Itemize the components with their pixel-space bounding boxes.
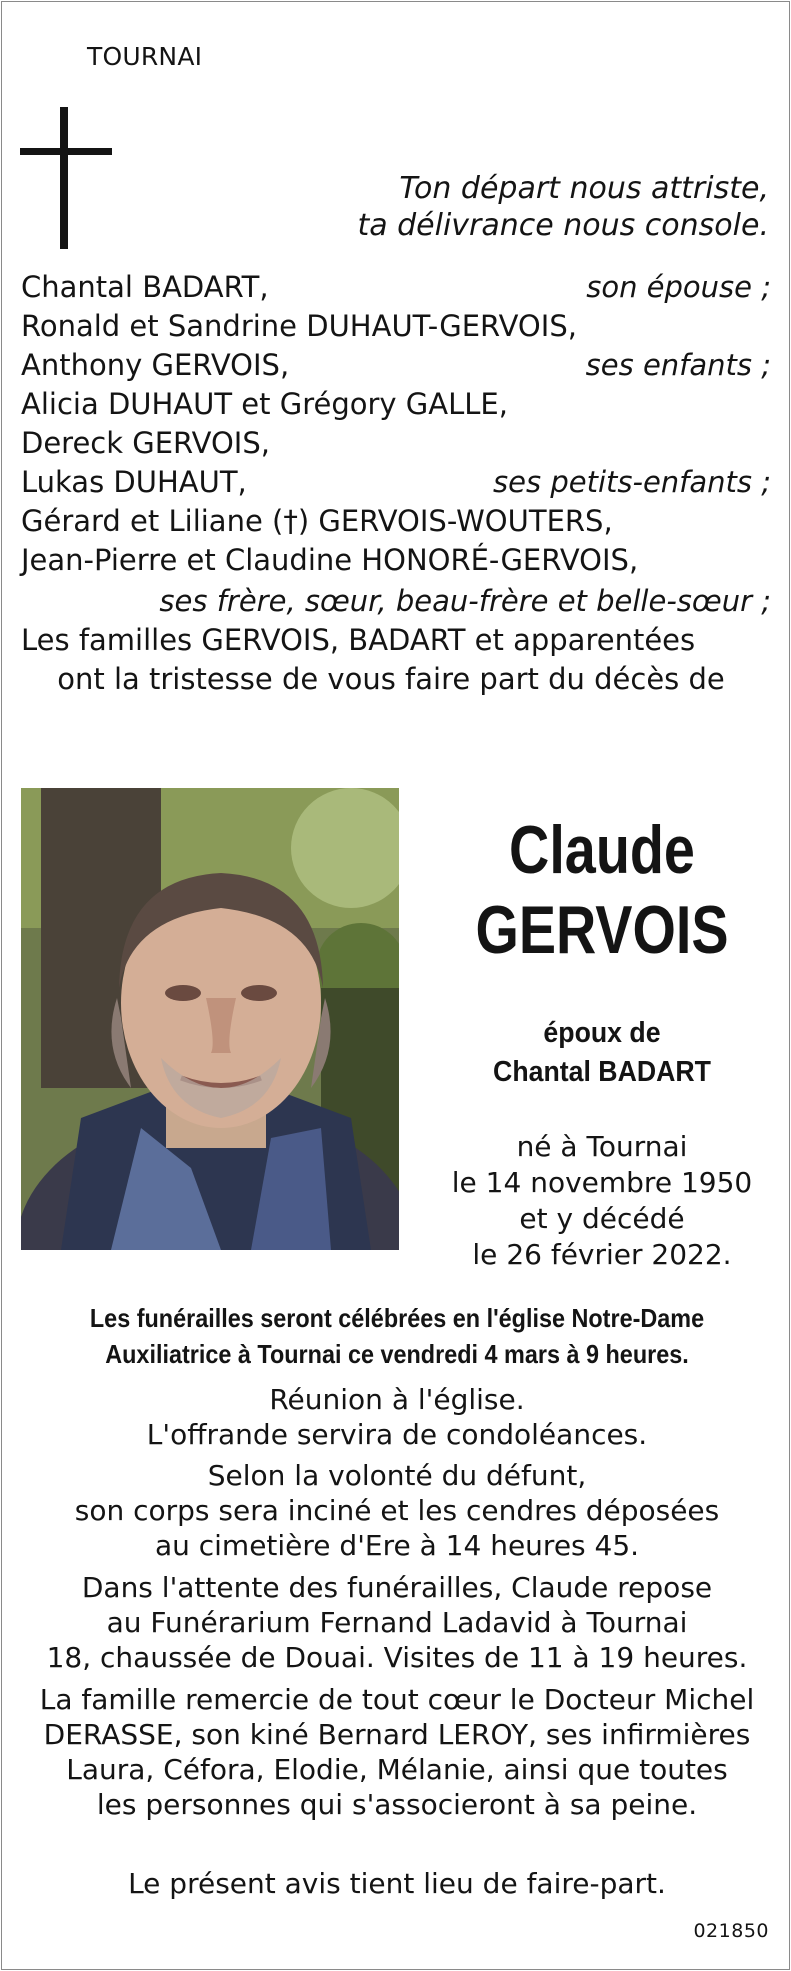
family-closing-line: Les familles GERVOIS, BADART et apparentées <box>21 623 696 657</box>
paragraph-line: au Funérarium Fernand Ladavid à Tournai <box>106 1606 688 1639</box>
city-heading: TOURNAI <box>87 42 203 71</box>
paragraph-line: 18, chaussée de Douai. Visites de 11 à 19 heures. <box>46 1641 748 1674</box>
quote-line: Ton départ nous attriste, <box>399 171 769 206</box>
family-closing-line: ont la tristesse de vous faire part du décès de <box>57 662 725 696</box>
family-relation: ses petits-enfants ; <box>493 465 771 499</box>
paragraph-line: Laura, Céfora, Elodie, Mélanie, ainsi que toutes <box>66 1753 728 1786</box>
epitaph-quote <box>357 170 769 244</box>
family-name: Ronald et Sandrine DUHAUT-GERVOIS, <box>21 309 577 343</box>
family-row <box>21 309 771 348</box>
paragraph-line: les personnes qui s'associeront à sa peine. <box>96 1788 698 1821</box>
family-relation-siblings: ses frère, sœur, beau-frère et belle-sœur ; <box>159 584 771 618</box>
obituary-notice <box>1 1 790 1970</box>
paragraph-line: Dans l'attente des funérailles, Claude repose <box>81 1571 713 1604</box>
family-name: Lukas DUHAUT, <box>21 465 247 499</box>
family-row <box>21 348 771 387</box>
birth-line: le 26 février 2022. <box>472 1238 732 1271</box>
deceased-name <box>417 810 787 970</box>
paragraph-funerarium <box>21 1570 773 1675</box>
birth-line: né à Tournai <box>516 1130 688 1163</box>
reference-number: 021850 <box>693 1920 769 1942</box>
portrait-photo <box>21 788 399 1250</box>
paragraph-thanks <box>21 1682 773 1822</box>
cross-icon <box>20 107 112 249</box>
paragraph-line: Selon la volonté du défunt, <box>207 1459 587 1492</box>
family-name: Alicia DUHAUT et Grégory GALLE, <box>21 387 508 421</box>
family-list <box>21 270 771 699</box>
family-relation: ses enfants ; <box>585 348 771 382</box>
funeral-line: Auxiliatrice à Tournai ce vendredi 4 mars à 9 heures. <box>105 1339 689 1369</box>
paragraph-cremation <box>21 1458 773 1563</box>
family-name: Jean-Pierre et Claudine HONORÉ-GERVOIS, <box>21 543 639 577</box>
spouse-line: époux de <box>543 1017 661 1049</box>
birth-line: le 14 novembre 1950 <box>451 1166 753 1199</box>
family-row <box>21 465 771 504</box>
paragraph-notice <box>21 1866 773 1901</box>
paragraph-church <box>21 1382 773 1452</box>
family-name: Anthony GERVOIS, <box>21 348 290 382</box>
family-relation: son épouse ; <box>586 270 771 304</box>
spouse-line: Chantal BADART <box>493 1056 711 1088</box>
paragraph-line: DERASSE, son kiné Bernard LEROY, ses infirmières <box>43 1718 751 1751</box>
birth-death-info <box>417 1129 787 1273</box>
paragraph-line: Réunion à l'église. <box>269 1383 525 1416</box>
deceased-last-name: GERVOIS <box>475 892 729 968</box>
family-row <box>21 543 771 582</box>
deceased-first-name: Claude <box>509 812 695 888</box>
family-row <box>21 387 771 426</box>
family-row <box>21 504 771 543</box>
family-name: Chantal BADART, <box>21 270 269 304</box>
paragraph-line: La famille remercie de tout cœur le Docteur Michel <box>39 1683 755 1716</box>
spouse-info <box>417 1014 787 1092</box>
quote-line: ta délivrance nous console. <box>357 208 769 243</box>
family-row <box>21 270 771 309</box>
funeral-line: Les funérailles seront célébrées en l'église Notre-Dame <box>89 1303 705 1333</box>
family-name: Dereck GERVOIS, <box>21 426 270 460</box>
funeral-announcement <box>21 1300 773 1372</box>
paragraph-line: son corps sera inciné et les cendres déposées <box>74 1494 720 1527</box>
paragraph-line: Le présent avis tient lieu de faire-part. <box>128 1867 666 1900</box>
paragraph-line: L'offrande servira de condoléances. <box>146 1418 648 1451</box>
paragraph-line: au cimetière d'Ere à 14 heures 45. <box>154 1529 640 1562</box>
family-row <box>21 426 771 465</box>
birth-line: et y décédé <box>519 1202 685 1235</box>
family-name: Gérard et Liliane (†) GERVOIS-WOUTERS, <box>21 504 613 538</box>
